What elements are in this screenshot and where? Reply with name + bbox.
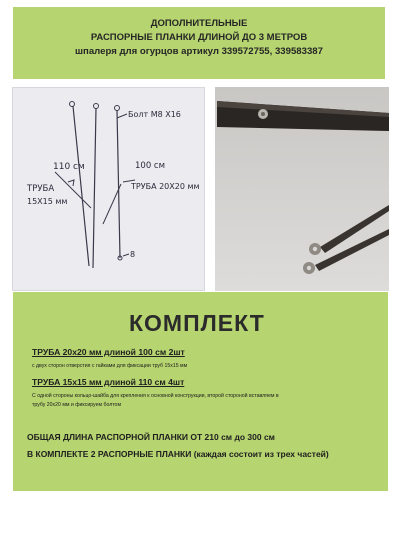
- right-length-label: 100 см: [135, 161, 166, 171]
- header-line-2: РАСПОРНЫЕ ПЛАНКИ ДЛИНОЙ ДО 3 МЕТРОВ: [90, 32, 308, 43]
- bolt-label: Болт М8 Х16: [128, 110, 181, 119]
- item2-note-line1: С одной стороны кольцо-шайба для крепления к основной конструкции, второй стороной вставляем в: [32, 393, 279, 399]
- sketch-photo: [12, 87, 205, 291]
- header-banner: [13, 7, 385, 79]
- left-pipe-label: ТРУБА: [27, 184, 55, 194]
- sketch-drawing: [13, 88, 205, 291]
- header-line-3: шпалеря для огурцов артикул 339572755, 339583387: [75, 46, 323, 57]
- header-line-1: ДОПОЛНИТЕЛЬНЫЕ: [150, 18, 248, 29]
- right-pipe-label: ТРУБА 20Х20 мм: [131, 182, 200, 191]
- parts-drawing: [215, 87, 389, 291]
- parts-photo: [215, 87, 389, 291]
- total-length: ОБЩАЯ ДЛИНА РАСПОРНОЙ ПЛАНКИ ОТ 210 см до 300 см: [27, 432, 275, 442]
- item1-note: с двух сторон отверстия с гайками для фиксации труб 15х15 мм: [32, 363, 188, 369]
- total-kit: В КОМПЛЕКТЕ 2 РАСПОРНЫЕ ПЛАНКИ (каждая состоит из трех частей): [27, 449, 329, 459]
- svg-text:8: 8: [130, 250, 136, 259]
- left-pipe-size-label: 15Х15 мм: [27, 197, 68, 206]
- item2-title: ТРУБА 15х15 мм длиной 110 см 4шт: [32, 377, 185, 387]
- item1-title: ТРУБА 20х20 мм длиной 100 см 2шт: [32, 347, 185, 357]
- left-length-label: 110 см: [53, 162, 85, 172]
- kit-title: КОМПЛЕКТ: [129, 310, 265, 336]
- item2-note-line2: трубу 20х20 мм и фиксируем болтом: [32, 402, 122, 408]
